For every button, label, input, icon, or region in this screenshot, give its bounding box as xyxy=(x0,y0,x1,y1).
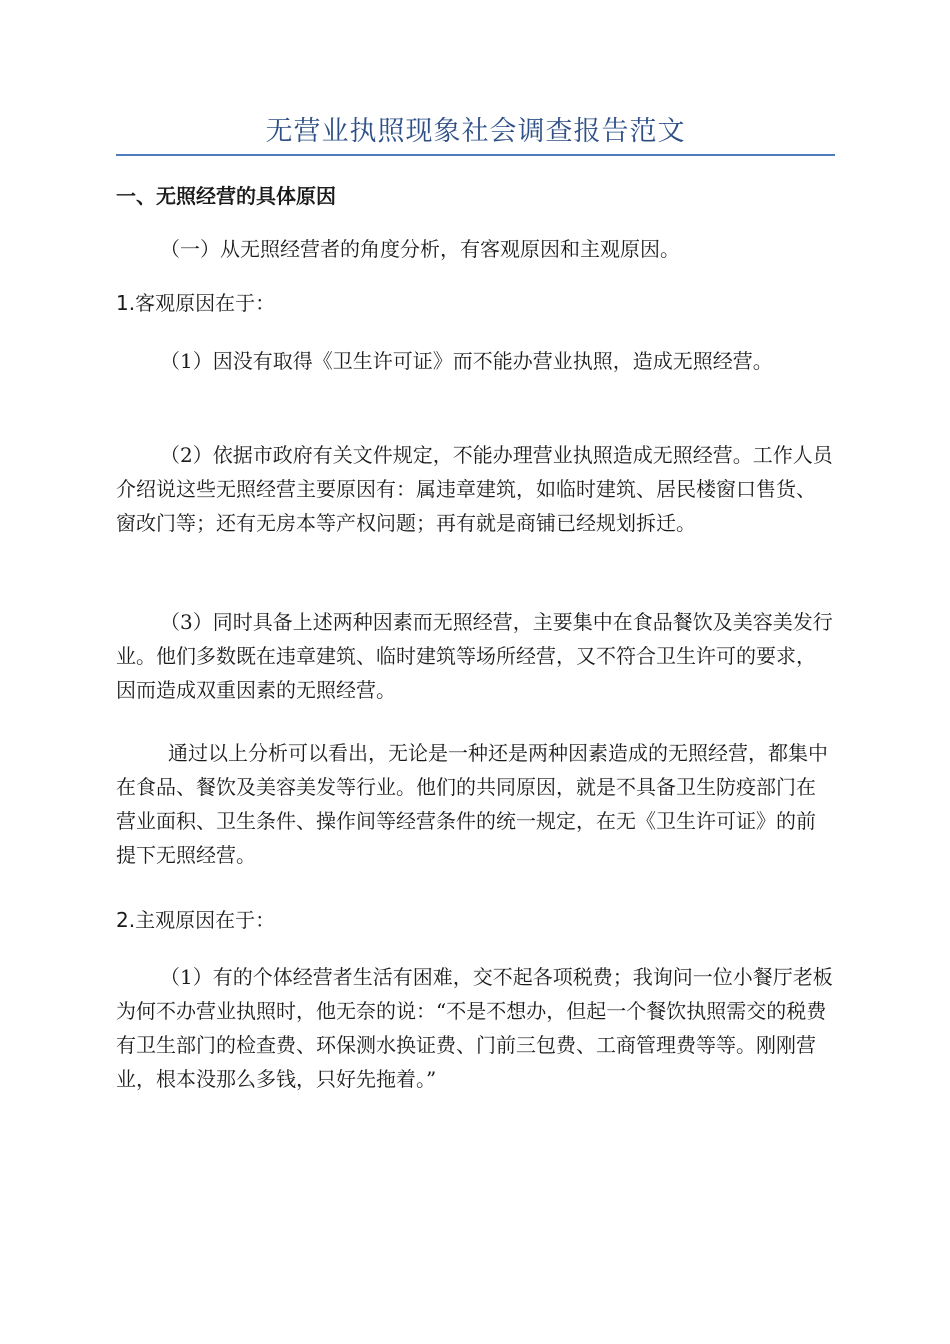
objective-reasons-heading: 1.客观原因在于： xyxy=(116,291,276,315)
title-underline xyxy=(116,154,835,156)
section-heading: 一、无照经营的具体原因 xyxy=(116,184,336,208)
objective-reason-3: （3）同时具备上述两种因素而无照经营，主要集中在食品餐饮及美容美发行业。他们多数既在违章建筑、临时建筑等场所经营，又不符合卫生许可的要求，因而造成双重因素的无照经营。 xyxy=(116,610,833,702)
objective-reason-1: （1）因没有取得《卫生许可证》而不能办营业执照，造成无照经营。 xyxy=(160,349,773,373)
document-title: 无营业执照现象社会调查报告范文 xyxy=(265,116,686,147)
subjective-reason-1: （1）有的个体经营者生活有困难，交不起各项税费；我询问一位小餐厅老板为何不办营业执照时，他无奈的说：“不是不想办，但起一个餐饮执照需交的税费有卫生部门的检查费、环保测水换证费、门前三包费、工商管理费等等。刚刚营业，根本没那么多钱，只好先拖着。” xyxy=(116,965,833,1091)
analysis-paragraph: 通过以上分析可以看出，无论是一种还是两种因素造成的无照经营，都集中在食品、餐饮及美容美发等行业。他们的共同原因，就是不具备卫生防疫部门在营业面积、卫生条件、操作间等经营条件的统一规定，在无《卫生许可证》的前提下无照经营。 xyxy=(116,741,828,867)
subjective-reasons-heading: 2.主观原因在于： xyxy=(116,908,276,932)
subsection-paragraph: （一）从无照经营者的角度分析，有客观原因和主观原因。 xyxy=(160,237,680,261)
objective-reason-2: （2）依据市政府有关文件规定，不能办理营业执照造成无照经营。工作人员介绍说这些无照经营主要原因有：属违章建筑，如临时建筑、居民楼窗口售货、窗改门等；还有无房本等产权问题；再有就是商铺已经规划拆迁。 xyxy=(116,443,833,535)
